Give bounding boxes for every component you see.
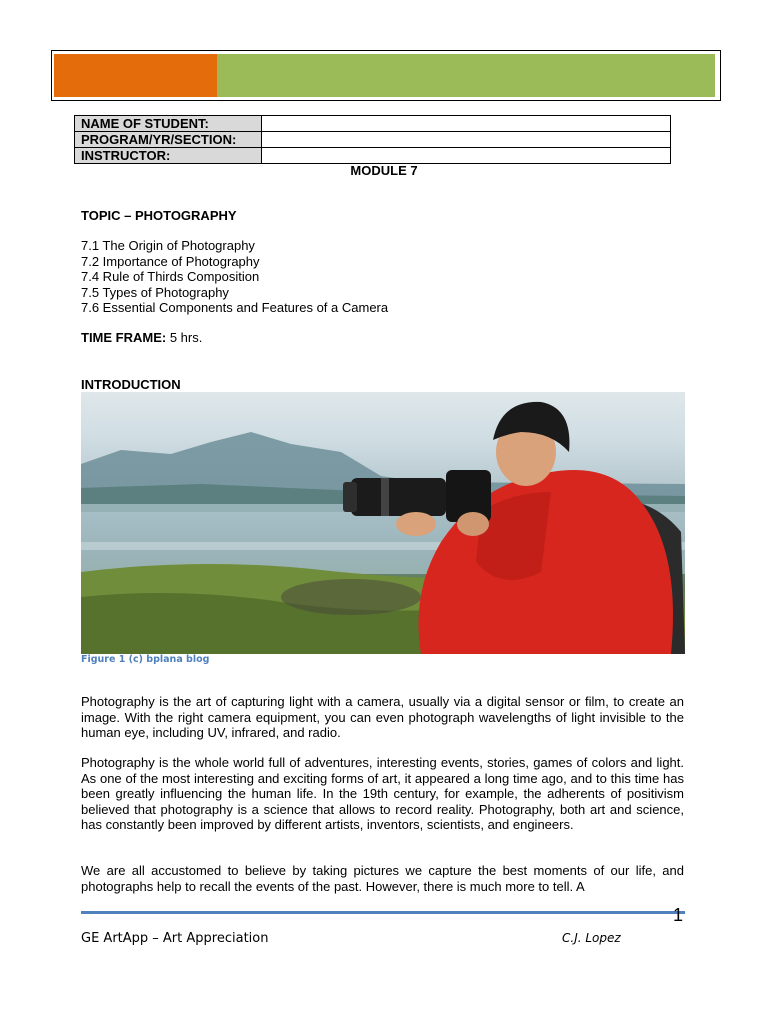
page-number: 1 — [673, 905, 684, 925]
photographer-photo — [81, 392, 685, 654]
subtopic-item: 7.4 Rule of Thirds Composition — [81, 269, 260, 285]
footer-author: C.J. Lopez — [562, 931, 621, 945]
intro-paragraph: We are all accustomed to believe by taking pictures we capture the best moments of our life, and photographs help to recall the events of the past. However, there is much more to tell. A — [81, 863, 684, 894]
time-frame-value: 5 hrs. — [166, 330, 203, 345]
subtopic-item: 7.1 The Origin of Photography — [81, 238, 255, 253]
student-info-row — [75, 116, 671, 132]
intro-paragraph: Photography is the art of capturing light with a camera, usually via a digital sensor or film, to create an image. With the right camera equipment, you can even photograph wavelengths of light invisible to the human eye, including UV, infrared, and radio. — [81, 694, 684, 740]
topic-heading: TOPIC – PHOTOGRAPHY — [81, 208, 237, 223]
student-name-field[interactable] — [262, 116, 671, 132]
introduction-heading: INTRODUCTION — [81, 377, 181, 392]
program-section-field[interactable] — [262, 132, 671, 148]
student-info-table — [74, 115, 671, 164]
instructor-field[interactable] — [262, 148, 671, 164]
footer-course: GE ArtApp – Art Appreciation — [81, 931, 269, 946]
subtopic-item: 7.5 Types of Photography — [81, 284, 229, 300]
time-frame — [81, 330, 202, 346]
figure-caption: Figure 1 (c) bplana blog — [81, 654, 210, 665]
subtopic-item: 7.6 Essential Components and Features of a Camera — [81, 300, 389, 316]
student-info-row — [75, 148, 671, 164]
subtopic-list — [81, 238, 388, 316]
subtopic-item: 7.2 Importance of Photography — [81, 253, 260, 269]
header-banner-orange — [54, 54, 217, 97]
photographer-illustration — [81, 392, 685, 654]
intro-paragraph: Photography is the whole world full of adventures, interesting events, stories, games of colors and light. As one of the most interesting and exciting forms of art, it appeared a long time ago, and to this time has been greatly influencing the human life. In the 19th century, for example, the adherents of positivism believed that photography is a science that allows to record reality. Photography, both art and science, has constantly been improved by different artists, inventors, scientists, and engineers. — [81, 755, 684, 832]
instructor-label: INSTRUCTOR: — [75, 148, 262, 164]
header-banner-green — [217, 54, 715, 97]
time-frame-label: TIME FRAME: — [81, 330, 167, 345]
program-section-label: PROGRAM/YR/SECTION: — [75, 132, 262, 148]
footer-rule — [81, 911, 685, 914]
module-title: MODULE 7 — [350, 163, 418, 178]
student-name-label: NAME OF STUDENT: — [75, 116, 262, 132]
student-info-row — [75, 132, 671, 148]
